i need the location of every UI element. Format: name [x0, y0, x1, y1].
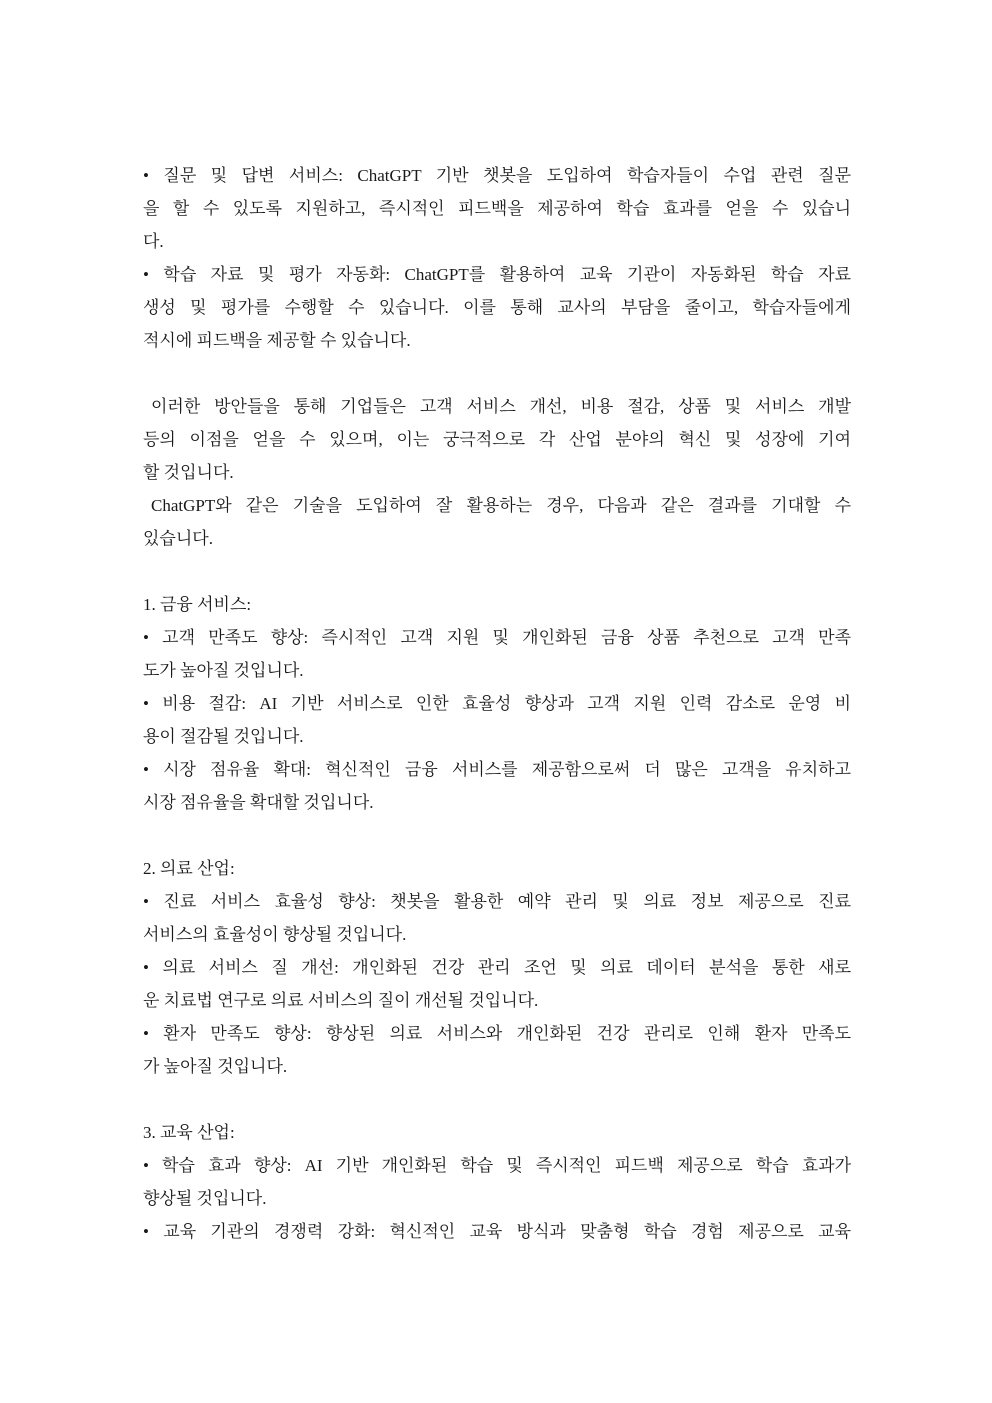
text-line: 등의 이점을 얻을 수 있으며, 이는 궁극적으로 각 산업 분야의 혁신 및 성장에 기여: [143, 430, 851, 449]
text-line: 생성 및 평가를 수행할 수 있습니다. 이를 통해 교사의 부담을 줄이고, 학습자들에게: [143, 298, 851, 317]
text-line: • 교육 기관의 경쟁력 강화: 혁신적인 교육 방식과 맞춤형 학습 경험 제공으로 교육: [143, 1222, 851, 1241]
text-line: 이러한 방안들을 통해 기업들은 고객 서비스 개선, 비용 절감, 상품 및 서비스 개발: [151, 397, 851, 416]
blank-line: [143, 819, 851, 852]
text-line: • 의료 서비스 질 개선: 개인화된 건강 관리 조언 및 의료 데이터 분석을 통한 새로: [143, 958, 851, 977]
blank-line: [143, 1083, 851, 1116]
text-line: • 학습 효과 향상: AI 기반 개인화된 학습 및 즉시적인 피드백 제공으로 학습 효과가: [143, 1156, 851, 1175]
text-line: 시장 점유율을 확대할 것입니다.: [143, 793, 374, 812]
text-line: 향상될 것입니다.: [143, 1189, 267, 1208]
section-heading: 2. 의료 산업:: [143, 859, 235, 878]
text-line: • 시장 점유율 확대: 혁신적인 금융 서비스를 제공함으로써 더 많은 고객을 유치하고: [143, 760, 851, 779]
text-line: 다.: [143, 232, 164, 251]
text-line: 을 할 수 있도록 지원하고, 즉시적인 피드백을 제공하여 학습 효과를 얻을 수 있습니: [143, 199, 851, 218]
text-line: • 비용 절감: AI 기반 서비스로 인한 효율성 향상과 고객 지원 인력 감소로 운영 비: [143, 694, 851, 713]
text-line: 도가 높아질 것입니다.: [143, 661, 304, 680]
text-line: 가 높아질 것입니다.: [143, 1057, 288, 1076]
text-line: 운 치료법 연구로 의료 서비스의 질이 개선될 것입니다.: [143, 991, 539, 1010]
text-line: 서비스의 효율성이 향상될 것입니다.: [143, 925, 407, 944]
text-line: ChatGPT와 같은 기술을 도입하여 잘 활용하는 경우, 다음과 같은 결과를 기대할 수: [151, 496, 851, 515]
section-heading: 3. 교육 산업:: [143, 1123, 235, 1142]
text-line: • 학습 자료 및 평가 자동화: ChatGPT를 활용하여 교육 기관이 자동화된 학습 자료: [143, 265, 851, 284]
text-line: 적시에 피드백을 제공할 수 있습니다.: [143, 331, 411, 350]
text-line: 용이 절감될 것입니다.: [143, 727, 304, 746]
blank-line: [143, 555, 851, 588]
text-line: • 진료 서비스 효율성 향상: 챗봇을 활용한 예약 관리 및 의료 정보 제공으로 진료: [143, 892, 851, 911]
text-line: • 고객 만족도 향상: 즉시적인 고객 지원 및 개인화된 금융 상품 추천으로 고객 만족: [143, 628, 851, 647]
text-line: • 환자 만족도 향상: 향상된 의료 서비스와 개인화된 건강 관리로 인해 환자 만족도: [143, 1024, 851, 1043]
document-page: [143, 159, 851, 1248]
text-line: 할 것입니다.: [143, 463, 234, 482]
text-line: 있습니다.: [143, 529, 213, 548]
text-line: • 질문 및 답변 서비스: ChatGPT 기반 챗봇을 도입하여 학습자들이 수업 관련 질문: [143, 166, 851, 185]
section-heading: 1. 금융 서비스:: [143, 595, 252, 614]
blank-line: [143, 357, 851, 390]
